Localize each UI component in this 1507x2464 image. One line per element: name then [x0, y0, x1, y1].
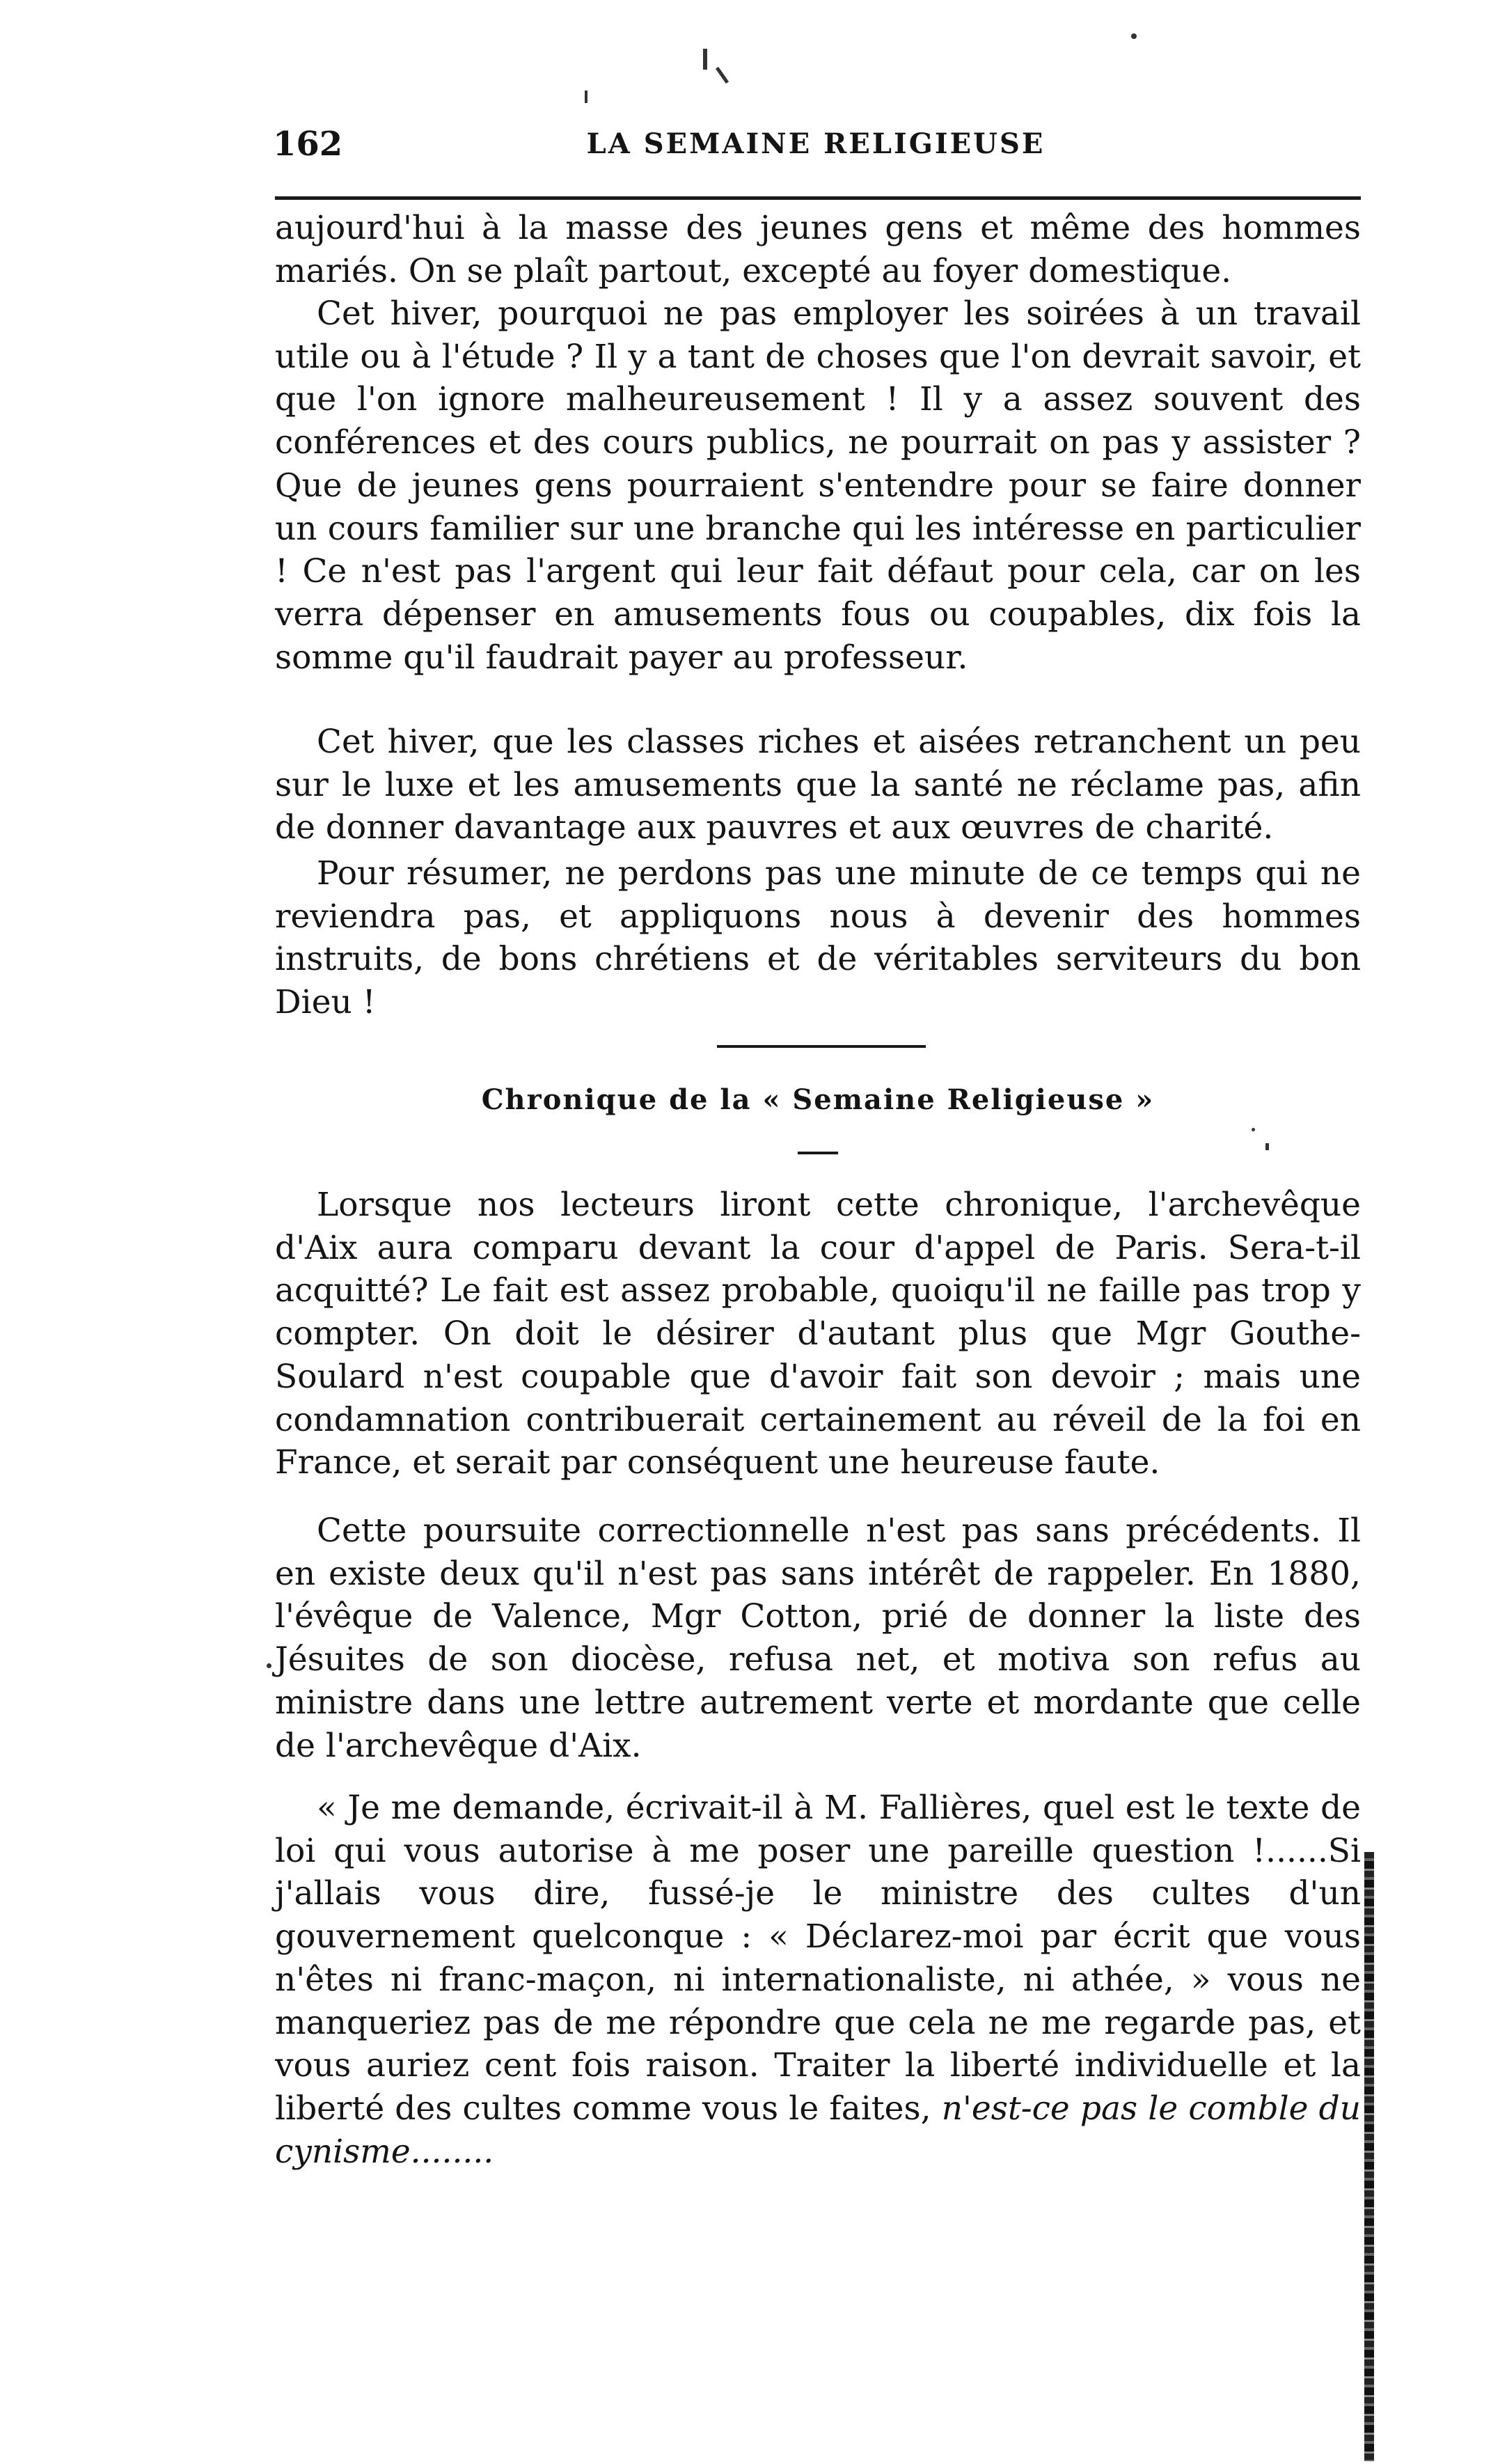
paragraph: aujourd'hui à la masse des jeunes gens et même des hommes mariés. On se plaît partout, excepté au foyer domestique.	[275, 209, 1361, 290]
paragraph: Cette poursuite correctionnelle n'est pas sans précédents. Il en existe deux qu'il n'est pas sans intérêt de rappeler. En 1880, l'évêque de Valence, Mgr Cotton, prié de donner la liste des Jésuites de son diocèse, refusa net, et motiva son refus au ministre dans une lettre autrement verte et mordante que celle de l'archevêque d'Aix.	[275, 1512, 1361, 1765]
section-separator	[717, 1045, 926, 1048]
scan-speck	[716, 67, 729, 84]
paragraph-block-poursuite	[275, 1509, 1361, 1767]
scan-speck	[703, 49, 707, 70]
section-dash	[798, 1152, 838, 1154]
quotation-paragraph	[275, 1787, 1361, 2173]
header-rule	[275, 196, 1361, 200]
scan-speck	[585, 91, 587, 103]
page-number: 162	[273, 125, 343, 164]
paragraph-block-resumer	[275, 852, 1361, 1024]
scan-smudge	[1364, 1852, 1374, 2461]
paragraph: Cet hiver, pourquoi ne pas employer les soirées à un travail utile ou à l'étude ? Il y a tant de choses que l'on devrait savoir, et que l'on ignore malheureusement ! Il y a assez souvent des conférences et des cours publics, ne pourrait on pas y assister ? Que de jeunes gens pourraient s'entendre pour se faire donner un cours familier sur une branche qui les intéresse en particulier ! Ce n'est pas l'argent qui leur fait défaut pour cela, car on les verra dépenser en amusements fous ou coupables, dix fois la somme qu'il faudrait payer au professeur.	[275, 295, 1361, 677]
paragraph: Cet hiver, que les classes riches et aisées retranchent un peu sur le luxe et les amusements que la santé ne réclame pas, afin de donner davantage aux pauvres et aux œuvres de charité.	[275, 723, 1361, 847]
paragraph-block-quotation	[275, 1787, 1361, 2173]
paragraph-block-cet-hiver-2	[275, 721, 1361, 849]
paragraph-block-cet-hiver-1	[275, 292, 1361, 679]
quotation-italic-text: n'est-ce pas le comble du cynisme........	[275, 2089, 1361, 2171]
paragraph: Lorsque nos lecteurs liront cette chronique, l'archevêque d'Aix aura comparu devant la cour d'appel de Paris. Sera-t-il acquitté? Le fait est assez probable, quoiqu'il ne faille pas trop y compter. On doit le désirer d'autant plus que Mgr Gouthe-Soulard n'est coupable que d'avoir fait son devoir ; mais une condamnation contribuerait certainement au réveil de la foi en France, et serait par conséquent une heureuse faute.	[275, 1186, 1361, 1482]
scan-speck	[267, 1663, 271, 1668]
paragraph-block-lorsque	[275, 1184, 1361, 1484]
quotation-text: « Je me demande, écrivait-il à M. Fallières, quel est le texte de loi qui vous autorise à me poser une pareille question !......Si j'allais vous dire, fussé-je le ministre des cultes d'un gouvernement quelconque : « Déclarez-moi par écrit que vous n'êtes ni franc-maçon, ni internationaliste, ni athée, » vous ne manqueriez pas de me répondre que cela ne me regarde pas, et vous auriez cent fois raison. Traiter la liberté individuelle et la liberté des cultes comme vous le faites,	[275, 1789, 1361, 2128]
section-heading: Chronique de la « Semaine Religieuse »	[481, 1083, 1155, 1116]
scan-speck	[1131, 33, 1137, 39]
scan-speck	[1265, 1143, 1269, 1150]
paragraph: Pour résumer, ne perdons pas une minute de ce temps qui ne reviendra pas, et appliquons nous à devenir des hommes instruits, de bons chrétiens et de véritables serviteurs du bon Dieu !	[275, 854, 1361, 1022]
paragraph-continuation	[275, 207, 1361, 292]
scan-speck	[1252, 1128, 1255, 1131]
page-header	[273, 120, 1359, 168]
running-title: LA SEMAINE RELIGIEUSE	[586, 127, 1046, 160]
